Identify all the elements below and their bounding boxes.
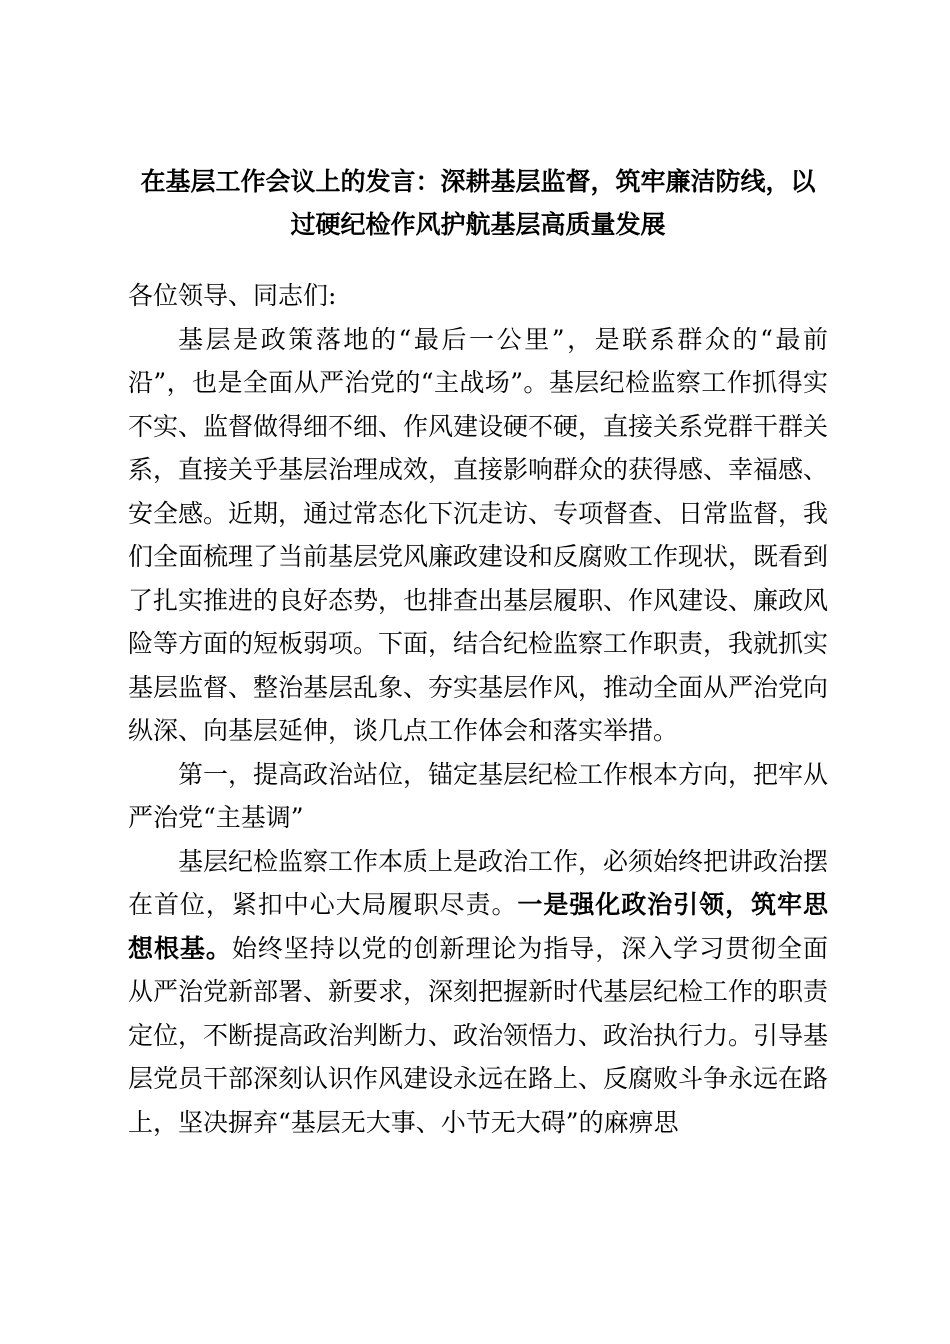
paragraph-political — [128, 840, 828, 1145]
paragraph-intro: 基层是政策落地的“最后一公里”，是联系群众的“最前沿”，也是全面从严治党的“主战场”。基层纪检监察工作抓得实不实、监督做得细不细、作风建设硬不硬，直接关系党群干群关系，直接关乎基层治理成效，直接影响群众的获得感、幸福感、安全感。近期，通过常态化下沉走访、专项督查、日常监督，我们全面梳理了当前基层党风廉政建设和反腐败工作现状，既看到了扎实推进的良好态势，也排查出基层履职、作风建设、廉政风险等方面的短板弱项。下面，结合纪检监察工作职责，我就抓实基层监督、整治基层乱象、夯实基层作风，推动全面从严治党向纵深、向基层延伸，谈几点工作体会和落实举措。 — [128, 324, 829, 745]
title-line-2: 过硬纪检作风护航基层高质量发展 — [290, 210, 666, 239]
document-body — [128, 274, 828, 1144]
paragraph-political-bold: 一是强化政治引领，筑牢思想根基。 — [128, 890, 828, 963]
section-heading-first: 第一，提高政治站位，锚定基层纪检工作根本方向，把牢从严治党“主基调” — [128, 759, 829, 832]
paragraph-political-start: 基层纪检监察工作本质上是政治工作，必须始终把讲政治摆在首位，紧扣中心大局履职尽责。 — [128, 846, 829, 919]
paragraph-political-end: 始终坚持以党的创新理论为指导，深入学习贯彻全面从严治党新部署、新要求，深刻把握新时代基层纪检工作的职责定位，不断提高政治判断力、政治领悟力、政治执行力。引导基层党员干部深刻认识作风建设永远在路上、反腐败斗争永远在路上，坚决摒弃“基层无大事、小节无大碍”的麻痹思 — [128, 933, 829, 1137]
title-line-1: 在基层工作会议上的发言：深耕基层监督，筑牢廉洁防线，以 — [140, 167, 816, 196]
salutation: 各位领导、同志们: — [128, 281, 337, 310]
document-page — [128, 160, 828, 1144]
document-title — [120, 160, 836, 246]
